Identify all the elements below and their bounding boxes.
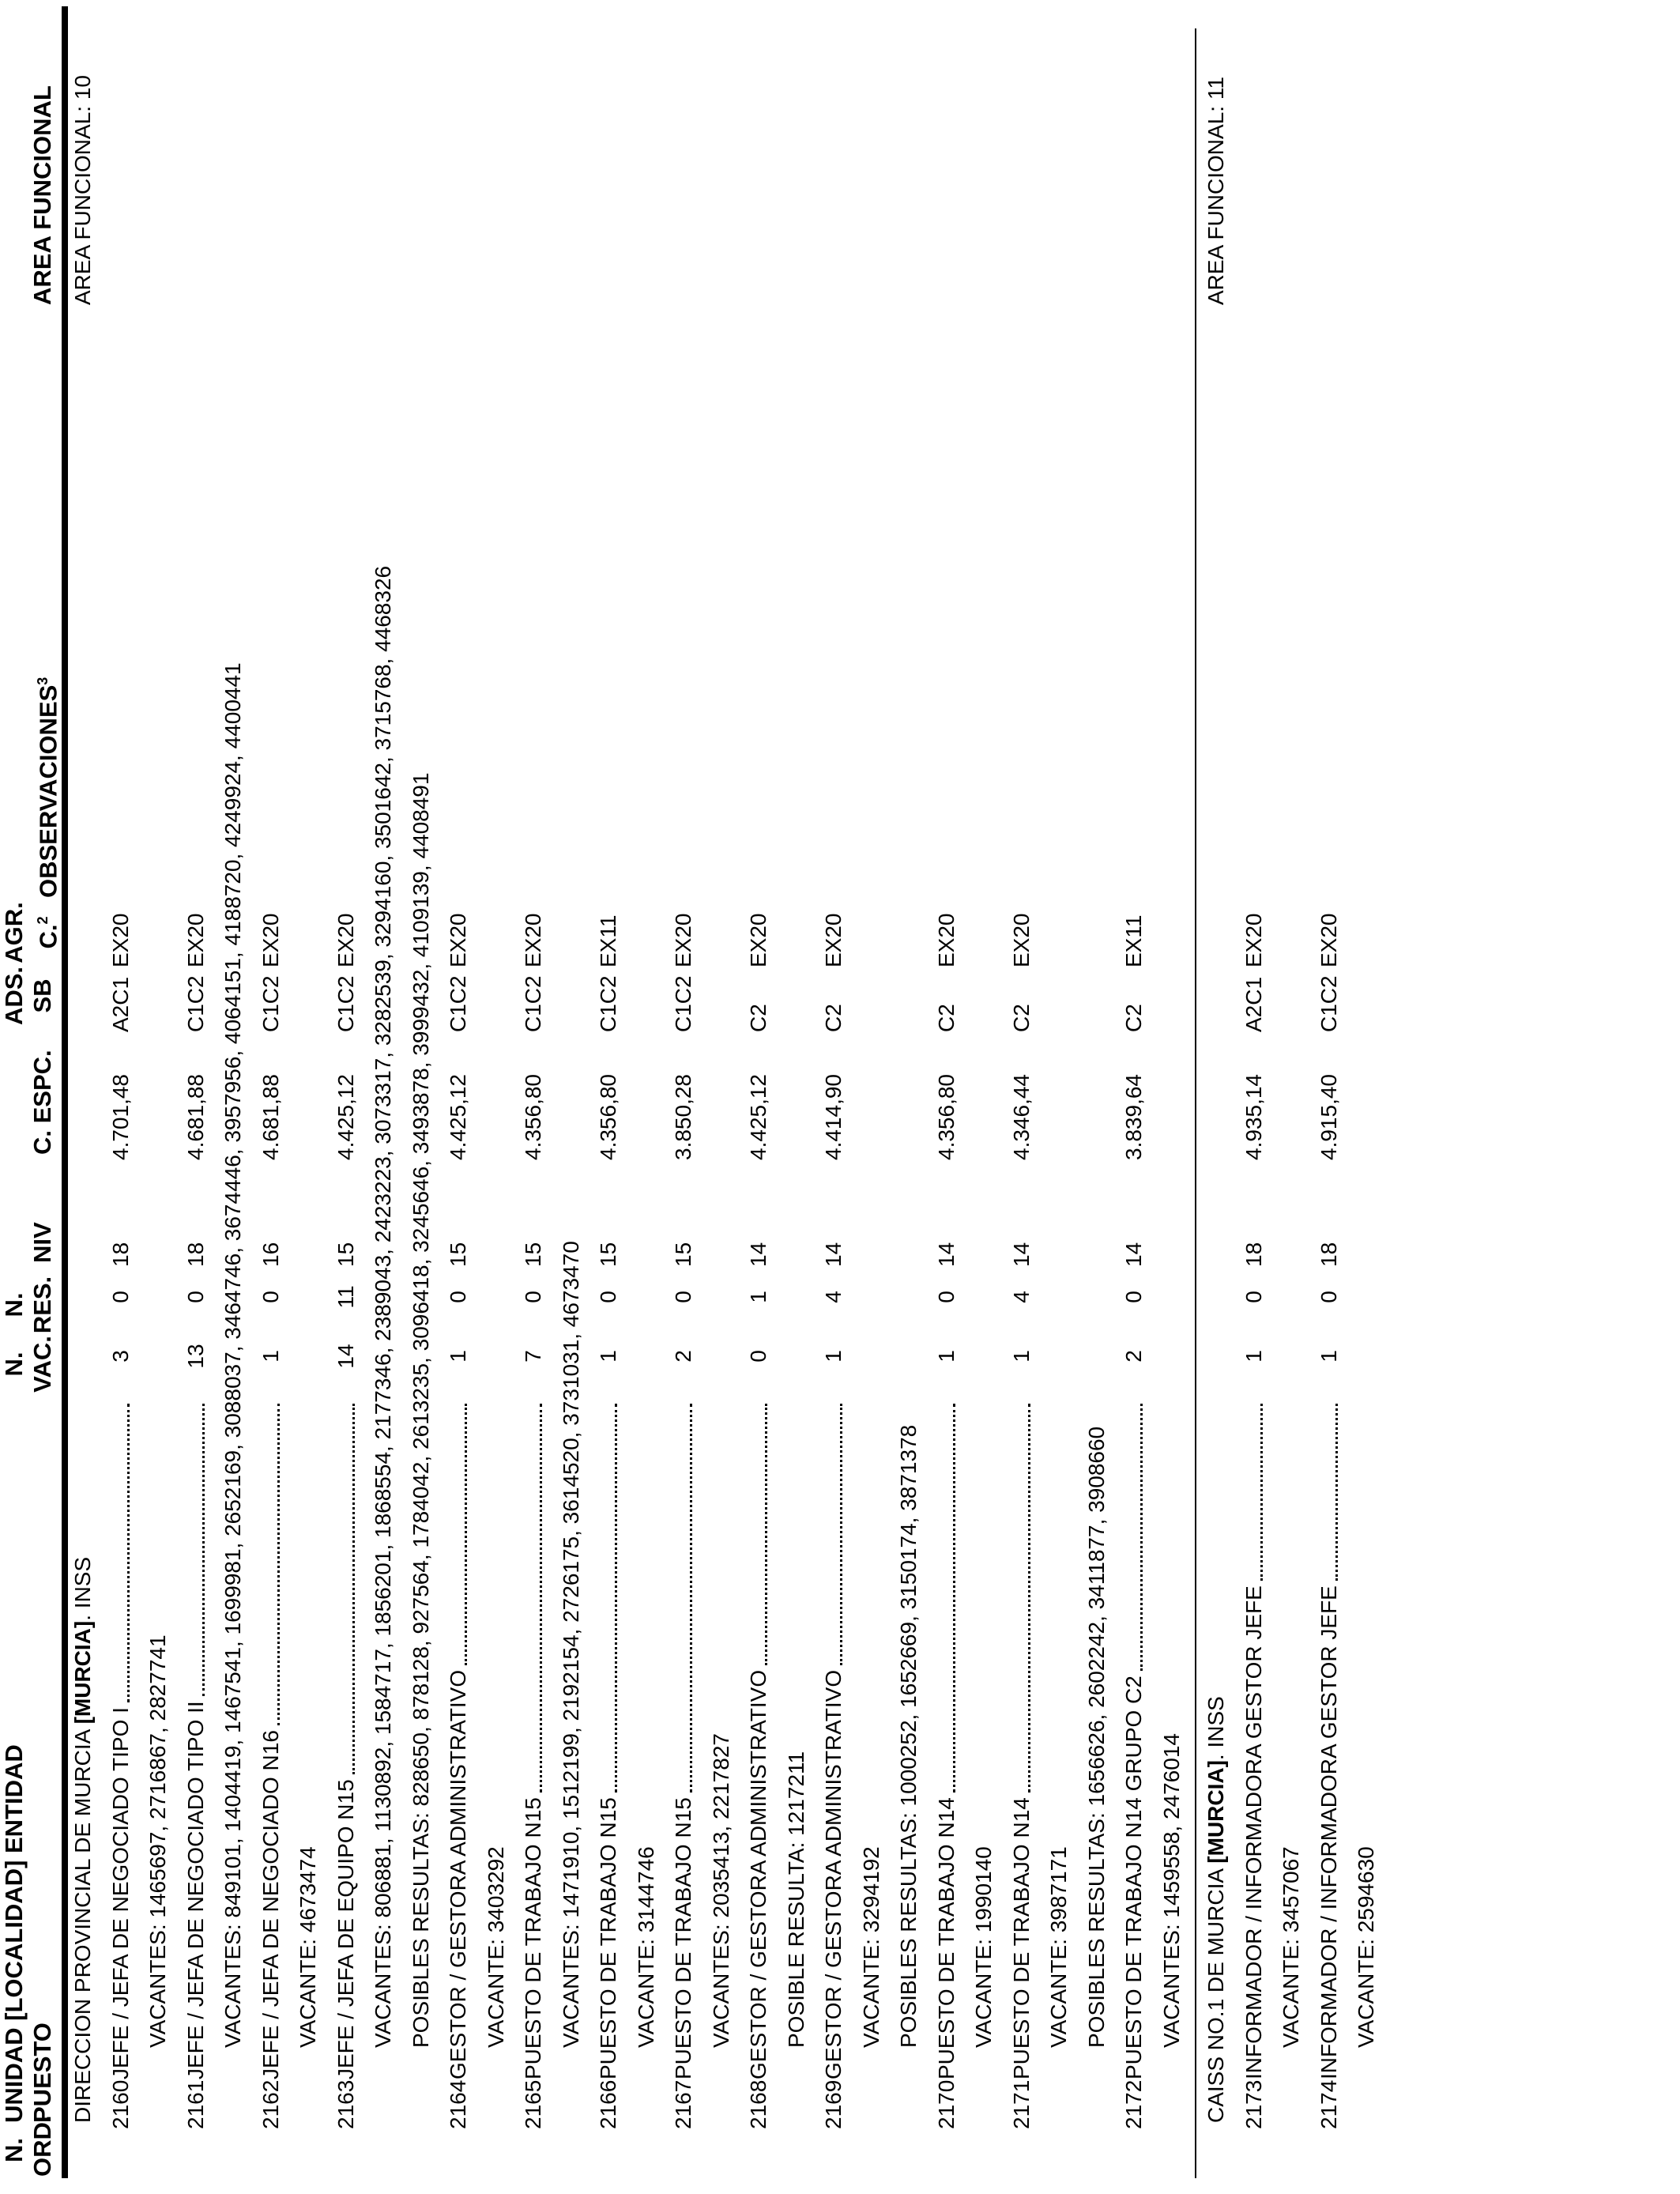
n-vacantes: 3 xyxy=(107,1350,133,1363)
puesto-name: JEFE / JEFA DE NEGOCIADO TIPO II xyxy=(183,1701,208,2079)
header-n-ord: N. ORD. xyxy=(0,2115,56,2177)
nivel: 14 xyxy=(1008,1242,1034,1267)
agrupacion-cuerpos: EX20 xyxy=(333,913,358,967)
nivel: 15 xyxy=(596,1242,620,1267)
leader-dots xyxy=(615,1404,617,1793)
leader-dots xyxy=(277,1404,280,1725)
puesto-note: VACANTES: 849101, 1404419, 1467541, 1699981, 2652169, 3088037, 3464746, 3674446, 3957956, 4064151, 4188720, 4249924, 4400441 xyxy=(220,662,245,2048)
n-vacantes: 2 xyxy=(1121,1350,1146,1363)
leader-dots xyxy=(1335,1404,1338,1581)
complemento-especifico: 4.425,12 xyxy=(446,1074,470,1160)
nivel: 18 xyxy=(1316,1242,1341,1267)
agrupacion-cuerpos: EX20 xyxy=(1008,913,1034,967)
order-number: 2168 xyxy=(746,2079,770,2129)
puesto-name: PUESTO DE TRABAJO N15 xyxy=(596,1797,620,2079)
n-reservas: 0 xyxy=(1316,1291,1341,1303)
puesto-note: VACANTE: 3144746 xyxy=(633,1846,658,2048)
puesto-note: VACANTES: 1471910, 1512199, 2192154, 2726175, 3614520, 3731031, 4673470 xyxy=(558,1241,583,2048)
unit-heading xyxy=(70,1557,96,2123)
leader-dots xyxy=(765,1404,767,1665)
order-number: 2171 xyxy=(1008,2079,1034,2129)
adscripcion-subgrupo: C2 xyxy=(1008,1004,1034,1032)
header-rule xyxy=(62,6,68,2178)
nivel: 16 xyxy=(258,1242,283,1267)
puesto-note: VACANTE: 2594630 xyxy=(1354,1846,1378,2048)
complemento-especifico: 4.414,90 xyxy=(821,1074,846,1160)
complemento-especifico: 4.356,80 xyxy=(933,1074,959,1160)
header-ads: ADS. SB xyxy=(0,966,56,1026)
unit-name: DIRECCION PROVINCIAL DE MURCIA xyxy=(70,1724,95,2123)
adscripcion-subgrupo: C1C2 xyxy=(521,975,545,1032)
leader-dots xyxy=(352,1404,355,1774)
unit-name: CAISS NO.1 DE MURCIA xyxy=(1203,1863,1228,2123)
leader-dots xyxy=(465,1404,467,1665)
adscripcion-subgrupo: C1C2 xyxy=(446,975,470,1032)
header-n-vac: N. VAC. xyxy=(0,1336,56,1393)
puesto-note: VACANTE: 3294192 xyxy=(858,1846,883,2048)
n-vacantes: 1 xyxy=(1241,1350,1266,1363)
header-area-funcional: AREA FUNCIONAL xyxy=(28,85,56,305)
adscripcion-subgrupo: A2C1 xyxy=(107,976,133,1032)
nivel: 14 xyxy=(1121,1242,1146,1267)
nivel: 18 xyxy=(1241,1242,1266,1267)
n-reservas: 0 xyxy=(183,1291,208,1303)
unit-locality: [MURCIA] xyxy=(70,1620,95,1725)
agrupacion-cuerpos: EX20 xyxy=(821,913,846,967)
agrupacion-cuerpos: EX20 xyxy=(1316,913,1341,967)
adscripcion-subgrupo: C2 xyxy=(746,1004,770,1032)
puesto-name: JEFE / JEFA DE NEGOCIADO N16 xyxy=(258,1730,283,2079)
n-vacantes: 1 xyxy=(1316,1350,1341,1363)
unit-entity: . INSS xyxy=(1203,1696,1228,1761)
complemento-especifico: 4.681,88 xyxy=(258,1074,283,1160)
n-reservas: 0 xyxy=(933,1291,959,1303)
puesto-name: PUESTO DE TRABAJO N15 xyxy=(521,1797,545,2079)
puesto-name: INFORMADOR / INFORMADORA GESTOR JEFE xyxy=(1241,1585,1266,2079)
puesto-note: VACANTES: 1459558, 2476014 xyxy=(1158,1733,1184,2048)
agrupacion-cuerpos: EX11 xyxy=(596,914,620,967)
puesto-name: GESTOR / GESTORA ADMINISTRATIVO xyxy=(821,1669,846,2079)
adscripcion-subgrupo: C1C2 xyxy=(671,975,695,1032)
n-reservas: 0 xyxy=(1241,1291,1266,1303)
unit-locality: [MURCIA] xyxy=(1203,1760,1228,1864)
leader-dots xyxy=(1140,1404,1143,1671)
area-funcional-value: AREA FUNCIONAL: 11 xyxy=(1203,77,1228,305)
order-number: 2165 xyxy=(521,2079,545,2129)
n-vacantes: 14 xyxy=(333,1344,358,1369)
n-reservas: 0 xyxy=(1121,1291,1146,1303)
order-number: 2173 xyxy=(1241,2079,1266,2129)
area-funcional-value: AREA FUNCIONAL: 10 xyxy=(70,75,95,305)
n-reservas: 0 xyxy=(596,1291,620,1303)
adscripcion-subgrupo: C1C2 xyxy=(596,975,620,1032)
nivel: 15 xyxy=(671,1242,695,1267)
n-vacantes: 1 xyxy=(258,1350,283,1363)
leader-dots xyxy=(202,1404,205,1696)
leader-dots xyxy=(953,1404,955,1793)
adscripcion-subgrupo: C1C2 xyxy=(1316,975,1341,1032)
nivel: 14 xyxy=(746,1242,770,1267)
agrupacion-cuerpos: EX20 xyxy=(258,913,283,967)
n-reservas: 0 xyxy=(107,1291,133,1303)
complemento-especifico: 4.681,88 xyxy=(183,1074,208,1160)
n-reservas: 0 xyxy=(446,1291,470,1303)
n-vacantes: 1 xyxy=(933,1350,959,1363)
unit-heading xyxy=(1203,1696,1230,2123)
puesto-name: JEFE / JEFA DE EQUIPO N15 xyxy=(333,1779,358,2079)
nivel: 14 xyxy=(933,1242,959,1267)
agrupacion-cuerpos: EX20 xyxy=(521,913,545,967)
n-vacantes: 1 xyxy=(821,1350,846,1363)
puesto-note: POSIBLES RESULTAS: 1656626, 2602242, 3411877, 3908660 xyxy=(1083,1426,1109,2048)
leader-dots xyxy=(127,1404,130,1702)
nivel: 14 xyxy=(821,1242,846,1267)
puesto-note: POSIBLES RESULTAS: 828650, 878128, 927564, 1784042, 2613235, 3096418, 3245646, 3493878, 3999432, 4109139, 4408491 xyxy=(408,772,433,2048)
leader-dots xyxy=(1028,1404,1030,1793)
n-reservas: 11 xyxy=(333,1285,358,1309)
puesto-name: PUESTO DE TRABAJO N14 xyxy=(933,1797,959,2079)
puesto-note: VACANTES: 1465697, 2716867, 2827741 xyxy=(145,1634,170,2048)
header-observaciones: OBSERVACIONES$^3$ xyxy=(34,677,62,898)
puesto-note: VACANTE: 3987171 xyxy=(1046,1846,1071,2048)
agrupacion-cuerpos: EX20 xyxy=(183,913,208,967)
complemento-especifico: 3.850,28 xyxy=(671,1074,695,1160)
n-reservas: 1 xyxy=(746,1291,770,1303)
n-vacantes: 7 xyxy=(521,1350,545,1363)
complemento-especifico: 4.356,80 xyxy=(596,1074,620,1160)
puesto-name: PUESTO DE TRABAJO N14 xyxy=(1008,1797,1034,2079)
header-niv: NIV xyxy=(28,1222,56,1263)
puesto-note: VACANTE: 3403292 xyxy=(483,1846,508,2048)
agrupacion-cuerpos: EX20 xyxy=(446,913,470,967)
complemento-especifico: 3.839,64 xyxy=(1121,1074,1146,1160)
nivel: 18 xyxy=(183,1242,208,1267)
header-n-res: N. RES. xyxy=(0,1276,56,1334)
puesto-name: GESTOR / GESTORA ADMINISTRATIVO xyxy=(446,1669,470,2079)
complemento-especifico: 4.425,12 xyxy=(333,1074,358,1160)
puesto-note: VACANTE: 4673474 xyxy=(296,1846,320,2048)
puesto-name: PUESTO DE TRABAJO N15 xyxy=(671,1797,695,2079)
adscripcion-subgrupo: C2 xyxy=(933,1004,959,1032)
puesto-name: JEFE / JEFA DE NEGOCIADO TIPO I xyxy=(107,1707,133,2079)
complemento-especifico: 4.425,12 xyxy=(746,1074,770,1160)
n-reservas: 0 xyxy=(258,1291,283,1303)
order-number: 2174 xyxy=(1316,2079,1341,2129)
nivel: 18 xyxy=(107,1242,133,1267)
leader-dots xyxy=(540,1404,542,1793)
n-vacantes: 1 xyxy=(596,1350,620,1363)
complemento-especifico: 4.935,14 xyxy=(1241,1074,1266,1160)
order-number: 2170 xyxy=(933,2079,959,2129)
n-reservas: 4 xyxy=(1008,1291,1034,1303)
adscripcion-subgrupo: C2 xyxy=(821,1004,846,1032)
adscripcion-subgrupo: C1C2 xyxy=(258,975,283,1032)
n-reservas: 0 xyxy=(671,1291,695,1303)
n-vacantes: 2 xyxy=(671,1350,695,1363)
agrupacion-cuerpos: EX20 xyxy=(107,913,133,967)
adscripcion-subgrupo: C2 xyxy=(1121,1004,1146,1032)
order-number: 2164 xyxy=(446,2079,470,2129)
leader-dots xyxy=(840,1404,842,1665)
n-vacantes: 0 xyxy=(746,1350,770,1363)
n-reservas: 4 xyxy=(821,1291,846,1303)
nivel: 15 xyxy=(521,1242,545,1267)
adscripcion-subgrupo: C1C2 xyxy=(333,975,358,1032)
puesto-note: VACANTES: 806881, 1130892, 1584717, 1856201, 1868554, 2177346, 2389043, 2423223, 3073317, 3282539, 3294160, 3501642, 3715768, 4468326 xyxy=(371,565,395,2048)
nivel: 15 xyxy=(333,1242,358,1267)
puesto-note: POSIBLES RESULTAS: 1000252, 1652669, 3150174, 3871378 xyxy=(896,1424,921,2048)
agrupacion-cuerpos: EX20 xyxy=(746,913,770,967)
agrupacion-cuerpos: EX11 xyxy=(1121,914,1146,967)
n-reservas: 0 xyxy=(521,1291,545,1303)
puesto-note: VACANTE: 1990140 xyxy=(971,1846,996,2048)
leader-dots xyxy=(690,1404,692,1793)
order-number: 2160 xyxy=(107,2079,133,2129)
n-vacantes: 1 xyxy=(446,1350,470,1363)
order-number: 2161 xyxy=(183,2079,208,2129)
agrupacion-cuerpos: EX20 xyxy=(1241,913,1266,967)
complemento-especifico: 4.701,48 xyxy=(107,1074,133,1160)
puesto-note: VACANTE: 3457067 xyxy=(1279,1846,1303,2048)
order-number: 2169 xyxy=(821,2079,846,2129)
order-number: 2167 xyxy=(671,2079,695,2129)
puesto-note: POSIBLE RESULTA: 1217211 xyxy=(783,1751,808,2048)
section-divider xyxy=(1195,28,1196,2178)
complemento-especifico: 4.915,40 xyxy=(1316,1074,1341,1160)
puesto-note: VACANTES: 2035413, 2217827 xyxy=(708,1733,733,2048)
puesto-name: GESTOR / GESTORA ADMINISTRATIVO xyxy=(746,1669,770,2079)
order-number: 2172 xyxy=(1121,2079,1146,2129)
complemento-especifico: 4.356,80 xyxy=(521,1074,545,1160)
agrupacion-cuerpos: EX20 xyxy=(671,913,695,967)
order-number: 2163 xyxy=(333,2079,358,2129)
header-c-espc: C. ESPC. xyxy=(28,1050,56,1155)
puesto-name: INFORMADOR / INFORMADORA GESTOR JEFE xyxy=(1316,1585,1341,2079)
n-vacantes: 13 xyxy=(183,1344,208,1369)
unit-entity: . INSS xyxy=(70,1556,95,1621)
order-number: 2166 xyxy=(596,2079,620,2129)
puesto-name: PUESTO DE TRABAJO N14 GRUPO C2 xyxy=(1121,1676,1146,2079)
leader-dots xyxy=(1260,1404,1263,1581)
order-number: 2162 xyxy=(258,2079,283,2129)
agrupacion-cuerpos: EX20 xyxy=(933,913,959,967)
header-unidad: UNIDAD [LOCALIDAD] ENTIDAD PUESTO xyxy=(0,1744,56,2123)
nivel: 15 xyxy=(446,1242,470,1267)
complemento-especifico: 4.346,44 xyxy=(1008,1074,1034,1160)
adscripcion-subgrupo: C1C2 xyxy=(183,975,208,1032)
n-vacantes: 1 xyxy=(1008,1350,1034,1363)
header-agr: AGR. C.$^2$ xyxy=(0,902,62,963)
adscripcion-subgrupo: A2C1 xyxy=(1241,976,1266,1032)
